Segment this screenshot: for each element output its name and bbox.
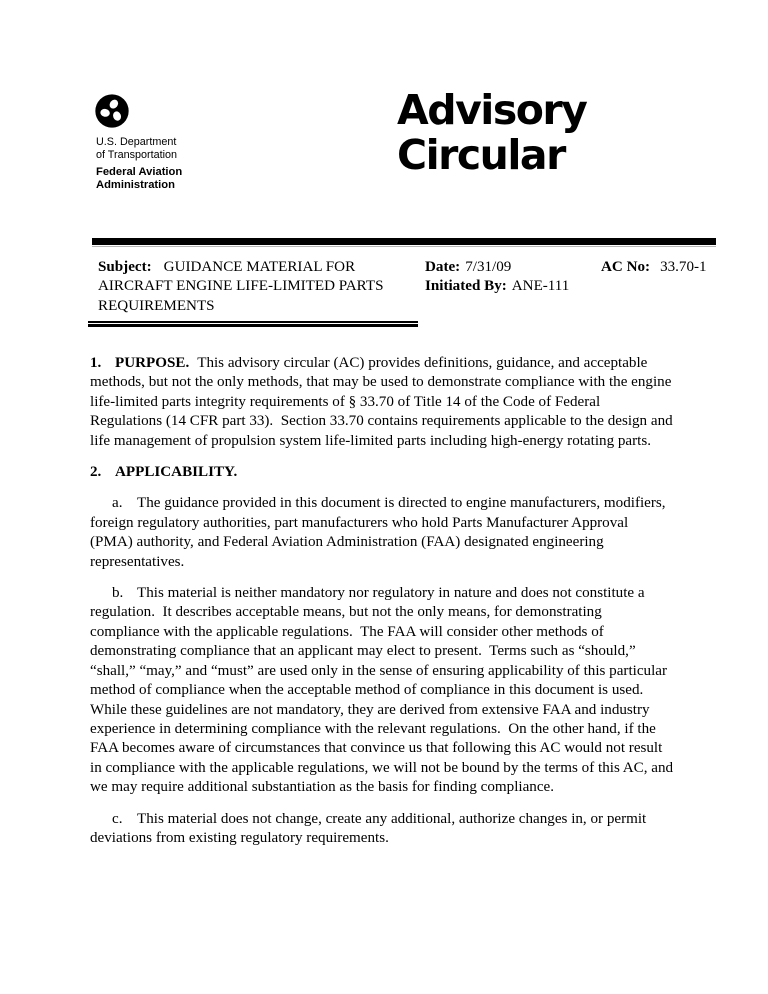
document-title: [397, 88, 586, 178]
title-line-2: Circular: [397, 131, 565, 179]
date-label: Date:: [425, 259, 461, 275]
initiated-by-value: ANE-111: [511, 278, 570, 295]
paragraph-c: [90, 810, 674, 849]
section-text: This advisory circular (AC) provides definitions, guidance, and acceptable methods, but not the only methods, that may be used to demonstrate compliance with the engine life-limited parts integrity requirements of § 33.70 of Title 14 of the Code of Federal Regulations (14 CFR part 33). Section 33.70 contains requirements applicable to the design and life management of propulsion system life-limited parts including high-energy rotating parts.: [90, 355, 677, 449]
initiated-by-row: [425, 277, 595, 296]
subject-block: [98, 258, 422, 316]
dept-line-1: U.S. Department: [96, 136, 177, 148]
agency-line-2: Administration: [96, 179, 175, 191]
section-heading: APPLICABILITY.: [115, 464, 238, 481]
section-purpose: [90, 354, 677, 451]
dot-department-text: [96, 136, 177, 161]
section-applicability-heading: [90, 463, 674, 482]
paragraph-letter: b.: [112, 585, 124, 602]
initiated-by-label: Initiated By:: [425, 278, 507, 295]
paragraph-text: This material is neither mandatory nor regulatory in nature and does not constitute a regulation. It describes acceptable means, but not the only means, for demonstrating compliance with the applicable regulations. The FAA will consider other methods of demonstrating compliance that an applicant may elect to present. Terms such as “should,” “shall,” “may,” and “must” are used only in the sense of ensuring applicability of this particular method of compliance when the acceptable method of compliance in this document is used. While these guidelines are not mandatory, they are derived from extensive FAA and industry experience in determining compliance with the relevant regulations. On the other hand, if the FAA becomes aware of circumstances that convince us that following this AC would not result in compliance with the applicable regulations, we will not be bound by the terms of this AC, and we may require additional substantiation as the basis for finding compliance.: [90, 585, 677, 796]
paragraph-letter: c.: [112, 810, 123, 827]
ac-number-block: [601, 258, 761, 277]
date-block: [425, 258, 595, 297]
section-number: 2.: [90, 464, 102, 481]
date-value: 7/31/09: [465, 259, 512, 275]
paragraph-b: [90, 584, 677, 797]
subject-label: Subject:: [98, 259, 152, 275]
dot-triskelion-logo-icon: [95, 94, 129, 128]
top-rule: [92, 238, 716, 245]
document-body: [90, 354, 677, 860]
dept-line-2: of Transportation: [96, 148, 178, 161]
ac-number-label: AC No:: [601, 259, 651, 275]
ac-number-value: 33.70-1: [660, 259, 707, 275]
faa-agency-text: [96, 166, 182, 192]
date-row: [425, 258, 595, 277]
paragraph-text: The guidance provided in this document is directed to engine manufacturers, modifiers, foreign regulatory authorities, part manufacturers who hold Parts Manufacturer Approval (PMA) authority, and Federal Aviation Administration (FAA) designated engineering representatives.: [90, 495, 670, 570]
paragraph-a: [90, 494, 674, 572]
paragraph-letter: a.: [112, 495, 123, 512]
section-heading: PURPOSE.: [115, 355, 190, 371]
paragraph-text: This material does not change, create any additional, authorize changes in, or permit deviations from existing regulatory requirements.: [90, 810, 651, 846]
agency-line-1: Federal Aviation: [96, 166, 183, 178]
subject-divider-rule: [88, 321, 418, 327]
title-line-1: Advisory: [397, 86, 587, 134]
section-number: 1.: [90, 355, 102, 371]
subject-value: GUIDANCE MATERIAL FOR AIRCRAFT ENGINE LIFE-LIMITED PARTS REQUIREMENTS: [98, 259, 384, 314]
